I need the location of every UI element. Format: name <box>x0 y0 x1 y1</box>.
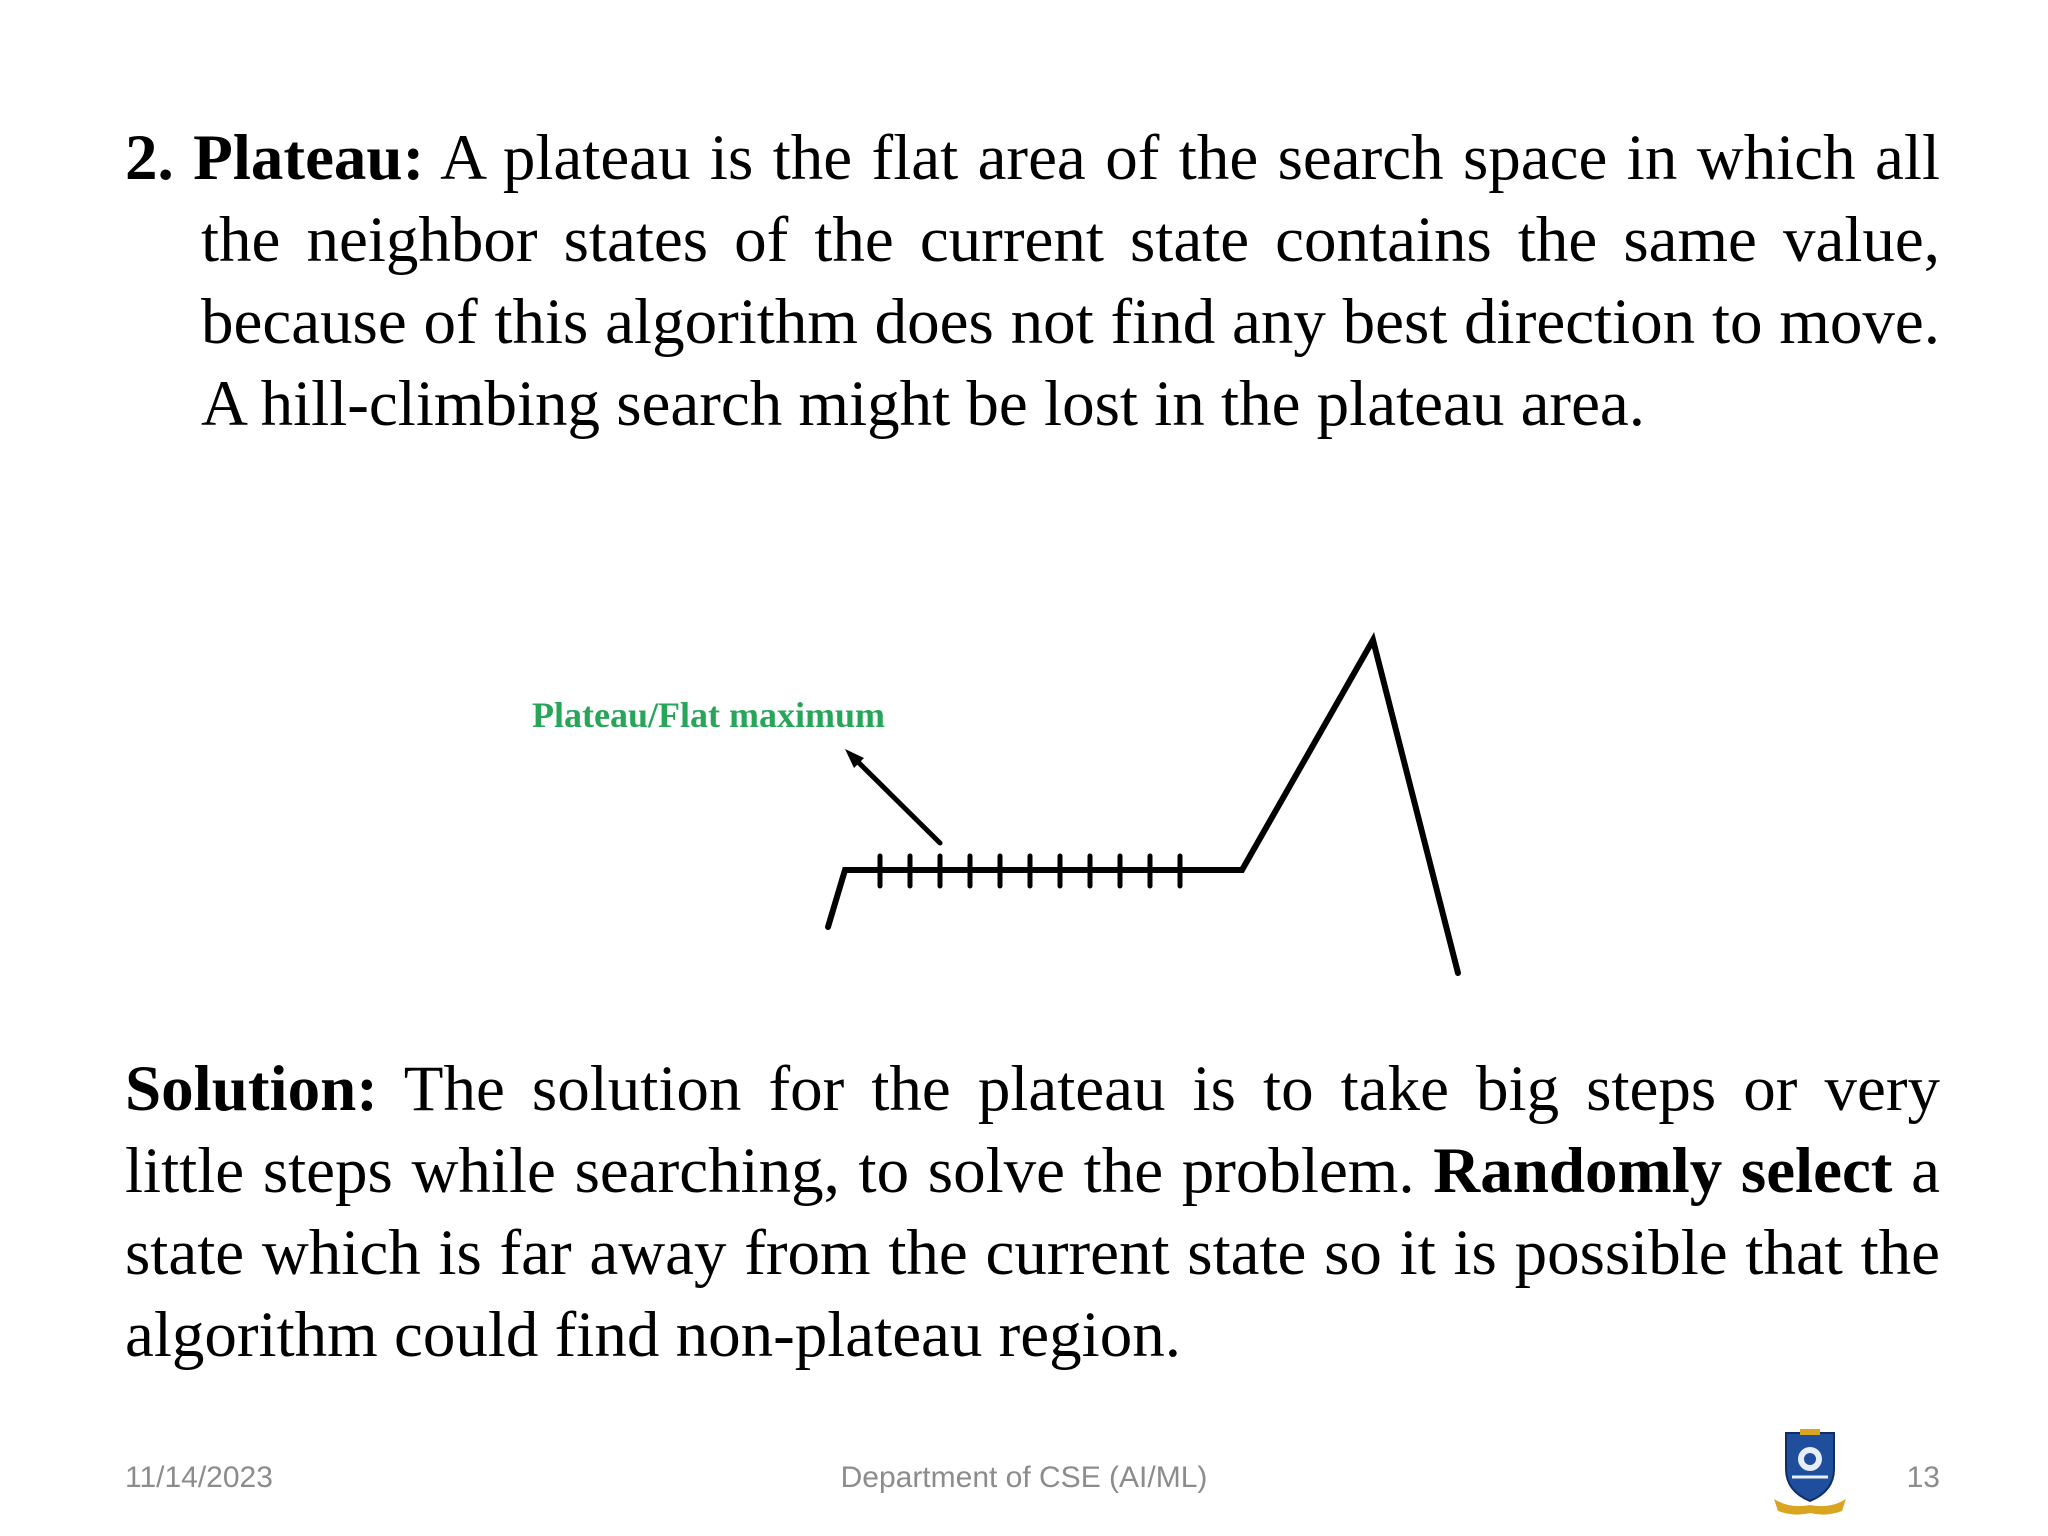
plateau-label: 2. Plateau: <box>125 122 425 194</box>
solution-paragraph <box>125 1048 1940 1376</box>
plateau-paragraph <box>125 117 1940 445</box>
plateau-annotation-label: Plateau/Flat maximum <box>532 695 885 735</box>
footer-department: Department of CSE (AI/ML) <box>840 1461 1208 1494</box>
footer-page-number: 13 <box>1906 1461 1940 1494</box>
solution-emphasis: Randomly select <box>1433 1135 1893 1207</box>
landscape-curve <box>828 640 1458 973</box>
solution-text-2: a state which is far away from the current state so it is possible that the algorithm could find non-plateau region. <box>125 1135 1940 1371</box>
solution-text-1: The solution for the plateau is to take big steps or very little steps while searching, to solve the problem. <box>125 1053 1940 1207</box>
plateau-text: A plateau is the flat area of the search space in which all the neighbor states of the current state contains the same value, because of this algorithm does not find any best direction to move. A hill-climbing search might be lost in the plateau area. <box>201 122 1940 440</box>
institution-crest-icon <box>1770 1425 1850 1517</box>
plateau-diagram <box>500 620 1500 1000</box>
footer-date: 11/14/2023 <box>125 1461 273 1494</box>
solution-label: Solution: <box>125 1053 378 1125</box>
annotation-arrow <box>845 749 940 843</box>
